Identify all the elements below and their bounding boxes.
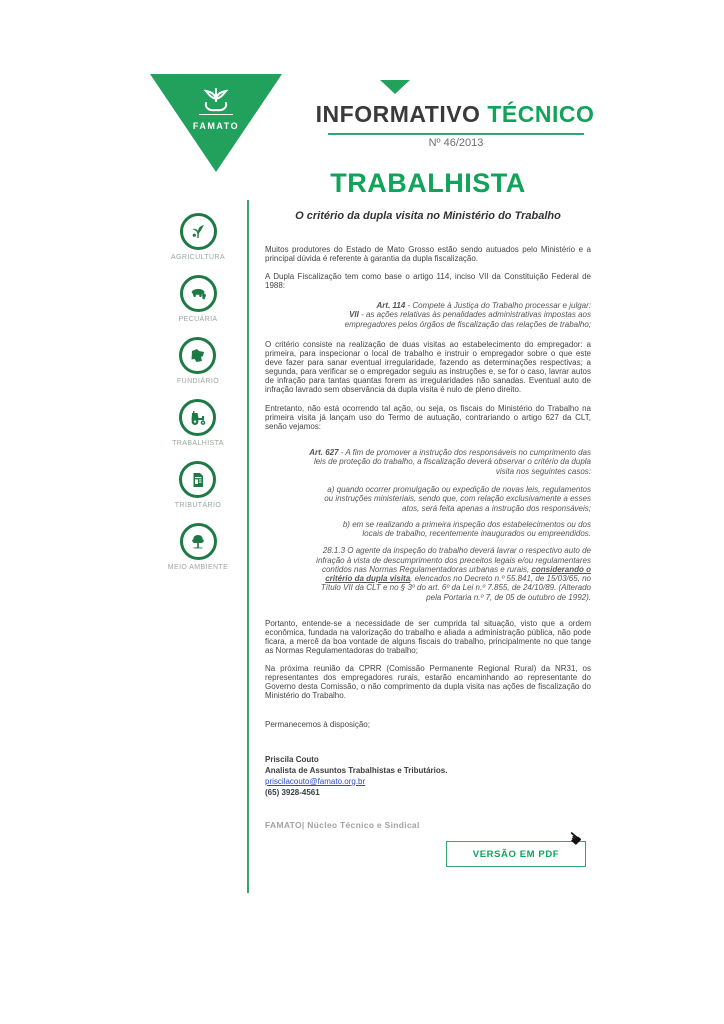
state-map-icon: [179, 337, 216, 374]
masthead-title: [300, 101, 610, 128]
sidebar-item-meio-ambiente: [168, 523, 228, 571]
sidebar-item-fundiario: [177, 337, 219, 385]
doc-subtitle: O critério da dupla visita no Ministério do Trabalho: [295, 210, 561, 222]
paragraph-intro: Muitos produtores do Estado de Mato Grosso estão sendo autuados pelo Ministério e a principal dúvida é referente à garantia da dupla fiscalização.: [265, 245, 591, 264]
logo-divider: [199, 114, 233, 115]
sidebar-item-agricultura: [171, 213, 225, 261]
masthead-title-green: TÉCNICO: [487, 101, 595, 127]
sidebar-item-pecuaria: [179, 275, 218, 323]
signature-name: Priscila Couto: [265, 755, 319, 765]
quote-text: - A fim de promover a instrução dos responsáveis no cumprimento das leis de proteção do trabalho, a fiscalização deverá observar o critério da dupla visita nos seguintes casos:: [313, 448, 591, 476]
paragraph-portanto: Portanto, entende-se a necessidade de ser cumprida tal situação, visto que a ordem econômica, fundada na valorização do trabalho e aliada a administração pública, não pode ficara, a mercê da boa vontade de alguns fiscais do trabalho, principalmente no que tange as Normas Regulamentadoras do trabalho;: [265, 618, 591, 656]
famato-logo: [163, 86, 269, 134]
signature-phone: (65) 3928-4561: [265, 787, 320, 797]
sidebar-label: TRABALHISTA: [172, 440, 224, 447]
quote-text: , elencados no Decreto n.º 55.841, de 15/03/65, no Título VII da CLT e no § 3º do art. 6º da Lei n.º 7.855, de 24/10/89. (Alterado pela Portaria n.º 7, de 05 de outubro de 1992).: [320, 574, 591, 602]
document-icon: [179, 461, 216, 498]
quote-art-114: [265, 301, 591, 329]
quote-label: Art. 627: [309, 448, 339, 458]
quote-text: - Compete à Justiça do Trabalho processar e julgar:: [405, 301, 591, 311]
quote-28-1-3: [265, 546, 591, 602]
pdf-version-label: VERSÃO EM PDF: [472, 848, 560, 860]
masthead-triangle: [380, 80, 410, 94]
signature-block: [265, 755, 591, 798]
cattle-icon: [180, 275, 217, 312]
paragraph-base-legal: A Dupla Fiscalização tem como base o artigo 114, inciso VII da Constituição Federal de 1988:: [265, 272, 591, 291]
tree-icon: [180, 523, 217, 560]
paragraph-entretanto: Entretanto, não está ocorrendo tal ação, ou seja, os fiscais do Ministério do Trabalho na primeira visita já lançam uso do Termo de autuação, contrariando o artigo 627 da CLT, senão vejamos:: [265, 404, 591, 432]
sidebar-label: AGRICULTURA: [170, 254, 226, 261]
pointing-hand-icon: ☚: [561, 826, 586, 852]
tractor-icon: [179, 399, 216, 436]
pdf-version-button[interactable]: [446, 826, 586, 867]
category-sidebar: [152, 213, 244, 571]
sidebar-label: TRIBUTÁRIO: [174, 502, 222, 509]
quote-item-a: a) quando ocorrer promulgação ou expedição de novas leis, regulamentos ou instruções ministeriais, sendo que, com relação exclusivamente a esses atos, será feita apenas a instrução dos responsáveis;: [324, 485, 591, 513]
signature-role: Analista de Assuntos Trabalhistas e Tributários.: [265, 766, 448, 775]
paragraph-criterio: O critério consiste na realização de duas visitas ao estabelecimento do empregador: a primeira, para inspecionar o local de trabalho e instruir o empregador sobre o que este deve fazer para sanar eventual irregularidade, fazendo as determinações respectivas; a segunda, para verificar se o empregador seguiu as instruções e, se for o caso, lavrar autos de infração para tantas quantas forem as irregularidades não sanadas. Eventual auto de infração lavrado sem observância da dupla visita é nulo de pleno direito.: [265, 339, 591, 395]
sidebar-label: FUNDIÁRIO: [176, 378, 220, 385]
quote-text: 28.1.3 O agente da inspeção do trabalho deverá lavrar o respectivo auto de infração à vista de descumprimento dos preceitos legais e/ou regulamentares contidos nas Normas Regulamentadoras urbanas e rurais,: [316, 546, 591, 574]
section-title: TRABALHISTA: [330, 168, 526, 198]
paragraph-cprr: Na próxima reunião da CPRR (Comissão Permanente Regional Rural) da NR31, os representantes dos empregadores rurais, estarão encaminhando ao representante do Governo desta Comissão, o não comprimento da dupla visita nas ações de fiscalização do Ministério do Trabalho.: [265, 664, 591, 701]
quote-emphasis: considerando o critério da dupla visita: [325, 564, 591, 584]
sidebar-label: MEIO AMBIENTE: [167, 564, 229, 571]
famato-emblem-icon: [163, 86, 269, 112]
sidebar-label: PECUÁRIA: [178, 316, 218, 323]
quote-text: - as ações relativas às penalidades administrativas impostas aos empregadores pelos órgãos de fiscalização das relações de trabalho;: [344, 310, 591, 329]
masthead-title-black: INFORMATIVO: [315, 101, 481, 127]
org-footer-line: FAMATO| Núcleo Técnico e Sindical: [265, 820, 420, 831]
closing-line: Permanecemos à disposição;: [265, 720, 370, 730]
quote-art-627: [265, 448, 591, 476]
sidebar-item-tributario: [175, 461, 221, 509]
quote-label: VII: [349, 310, 359, 320]
issue-number: Nº 46/2013: [428, 137, 484, 149]
plant-icon: [180, 213, 217, 250]
sidebar-item-trabalhista: [172, 399, 224, 447]
quote-label: Art. 114: [376, 301, 406, 311]
article-body: [265, 245, 591, 830]
quote-item-b: b) em se realizando a primeira inspeção dos estabelecimentos ou dos locais de trabalho, recentemente inaugurados ou empreendidos.: [342, 519, 591, 539]
email-link[interactable]: priscilacouto@famato.org.br: [265, 776, 366, 786]
vertical-divider: [247, 200, 249, 893]
logo-wordmark: FAMATO: [192, 121, 240, 131]
title-underline: [328, 133, 584, 135]
